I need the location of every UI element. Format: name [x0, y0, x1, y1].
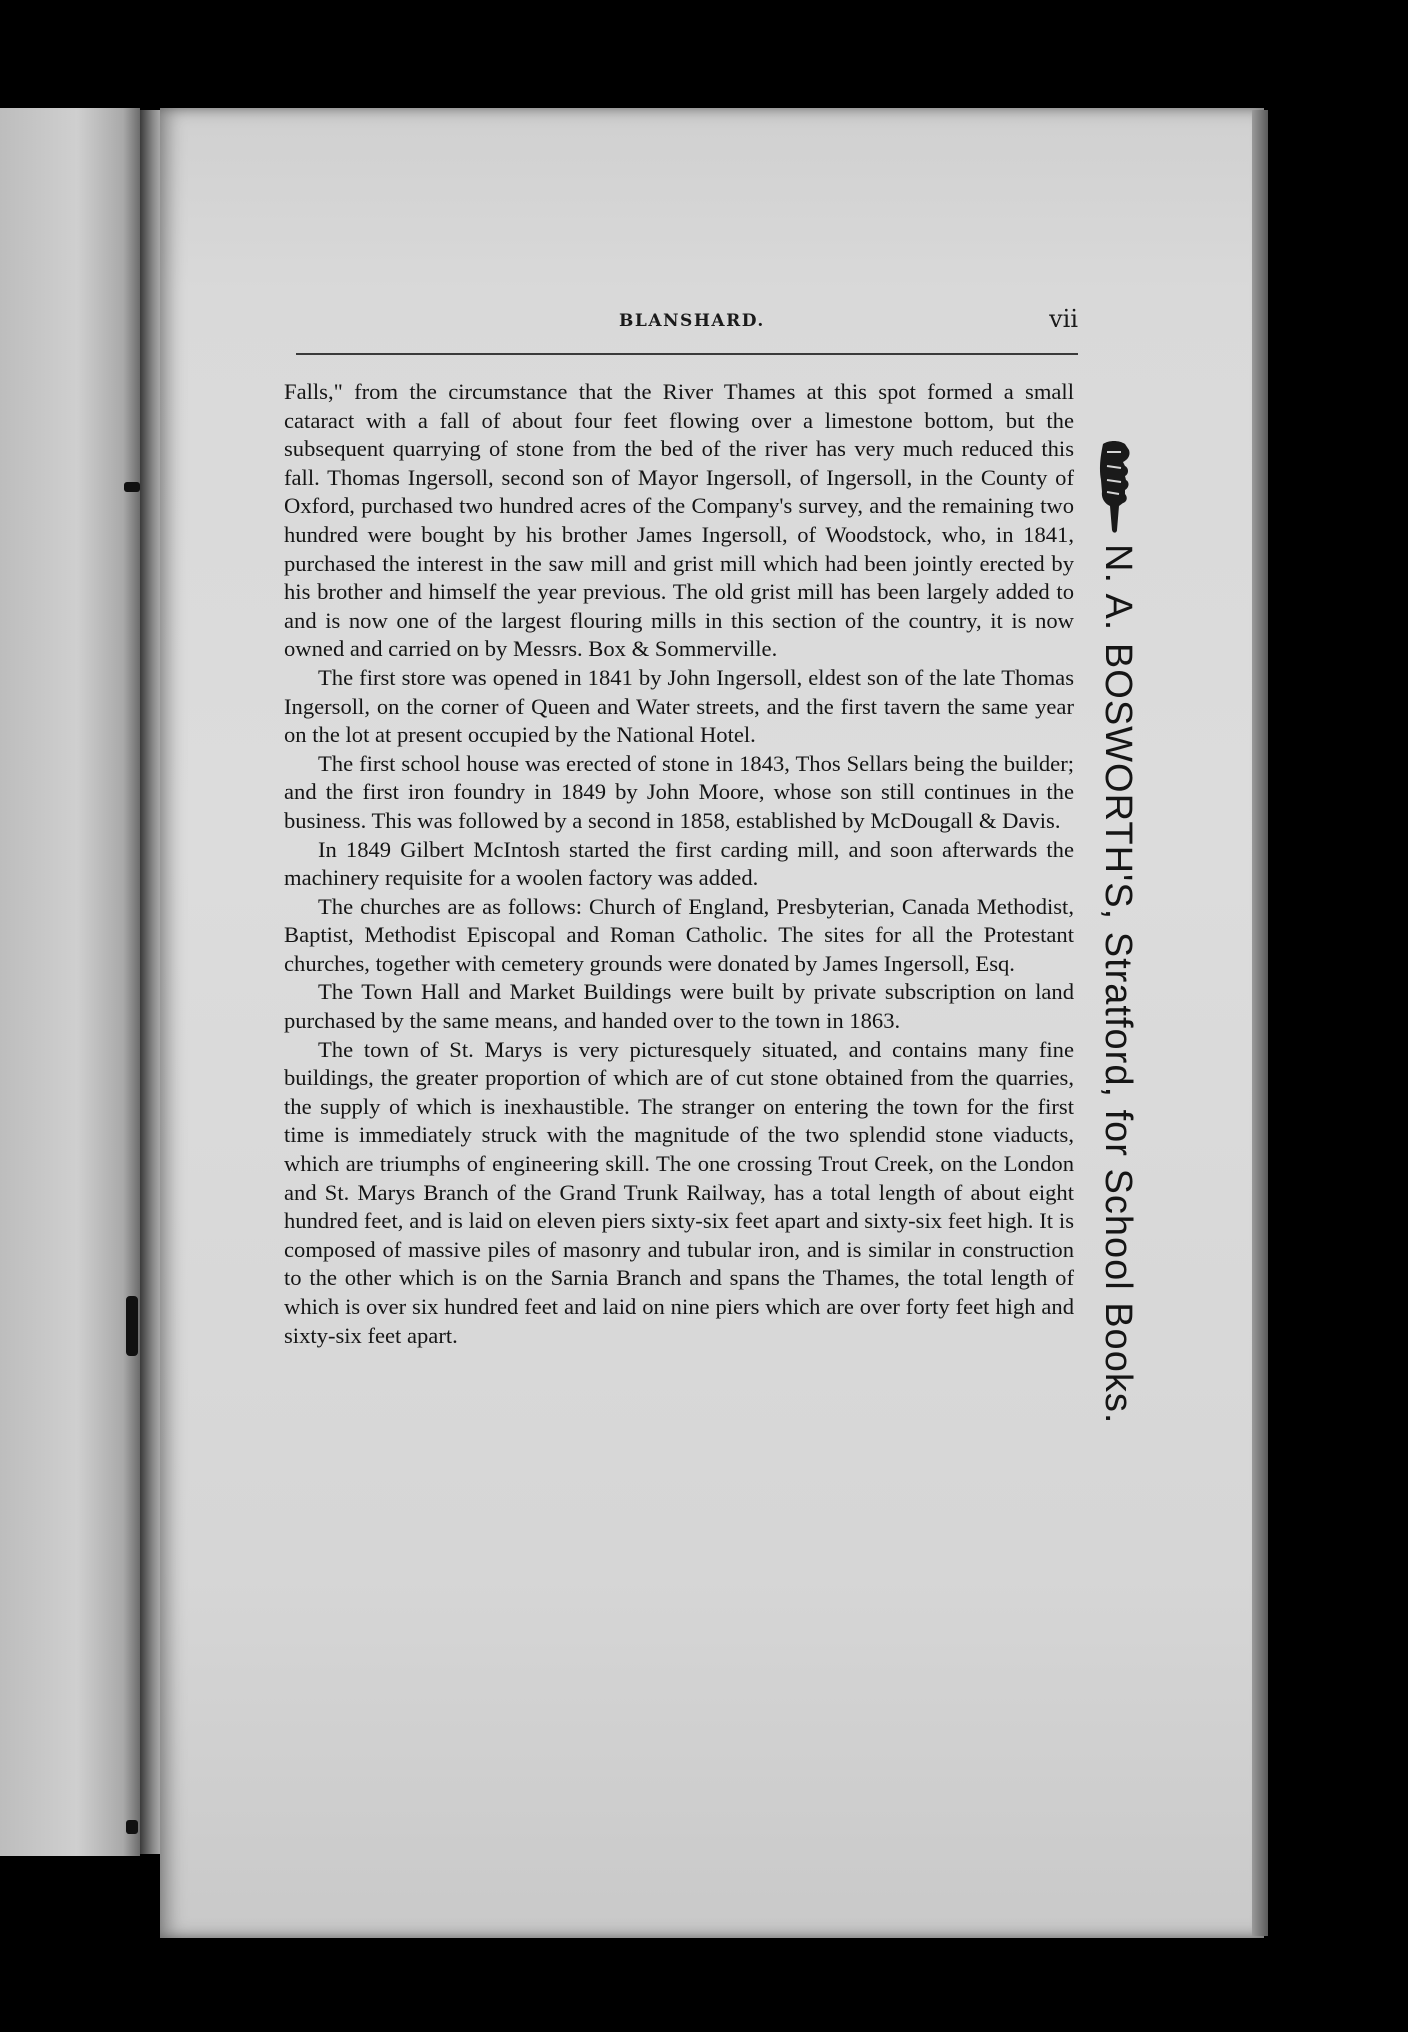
paragraph: In 1849 Gilbert McIntosh started the first carding mill, and soon afterwards the machinery requisite for a woolen factory was added. — [284, 836, 1074, 891]
page-edge-shadow — [1252, 110, 1268, 1936]
page-number: vii — [1049, 305, 1078, 333]
bookseller-advertisement-text: N. A. BOSWORTH'S, Stratford, for School Books. — [1097, 544, 1139, 1425]
paragraph: The town of St. Marys is very picturesquely situated, and contains many fine buildings, the greater proportion of which are of cut stone obtained from the quarries, the supply of which is inexhaustible. The stranger on entering the town for the first time is immediately struck with the magnitude of the two splendid stone viaducts, which are triumphs of engineering skill. The one crossing Trout Creek, on the London and St. Marys Branch of the Grand Trunk Railway, has a total length of about eight hundred feet, and is laid on eleven piers sixty-six feet apart and sixty-six feet high. It is composed of massive piles of masonry and tubular iron, and is similar in construction to the other which is on the Sarnia Branch and spans the Thames, the total length of which is over six hundred feet and laid on nine piers which are over forty feet high and sixty-six feet apart. — [284, 1036, 1074, 1348]
page-body — [284, 378, 1074, 1350]
running-head-title: BLANSHARD. — [619, 311, 765, 331]
header-rule — [296, 353, 1078, 355]
paragraph: The churches are as follows: Church of England, Presbyterian, Canada Methodist, Baptist, Methodist Episcopal and Roman Catholic. The sites for all the Protestant churches, together with cemetery grounds were donated by James Ingersoll, Esq. — [284, 893, 1074, 976]
side-advertisement — [1085, 440, 1141, 1590]
paragraph: The first school house was erected of stone in 1843, Thos Sellars being the builder; and the first iron foundry in 1849 by John Moore, whose son still continues in the business. This was followed by a second in 1858, established by McDougall & Davis. — [284, 750, 1074, 833]
binding-mark — [124, 482, 140, 492]
running-head — [296, 303, 1078, 339]
paragraph: The first store was opened in 1841 by John Ingersoll, eldest son of the late Thomas Ingersoll, on the corner of Queen and Water streets, and the first tavern the same year on the lot at present occupied by the National Hotel. — [284, 664, 1074, 748]
binding-mark — [126, 1296, 138, 1356]
pointing-hand-icon — [1095, 440, 1135, 534]
previous-page-edge — [0, 108, 140, 1856]
book-gutter — [140, 110, 162, 1854]
binding-mark — [126, 1820, 138, 1834]
paragraph: The Town Hall and Market Buildings were built by private subscription on land purchased by the same means, and handed over to the town in 1863. — [284, 979, 1074, 1034]
paragraph: Falls," from the circumstance that the River Thames at this spot formed a small cataract with a fall of about four feet flowing over a limestone bottom, but the subsequent quarrying of stone from the bed of the river has very much reduced this fall. Thomas Ingersoll, second son of Mayor Ingersoll, of Ingersoll, in the County of Oxford, purchased two hundred acres of the Company's survey, and the remaining two hundred were bought by his brother James Ingersoll, of Woodstock, who, in 1841, purchased the interest in the saw mill and grist mill which had been jointly erected by his brother and himself the year previous. The old grist mill has been largely added to and is now one of the largest flouring mills in this section of the country, it is now owned and carried on by Messrs. Box & Sommerville. — [284, 379, 1074, 662]
